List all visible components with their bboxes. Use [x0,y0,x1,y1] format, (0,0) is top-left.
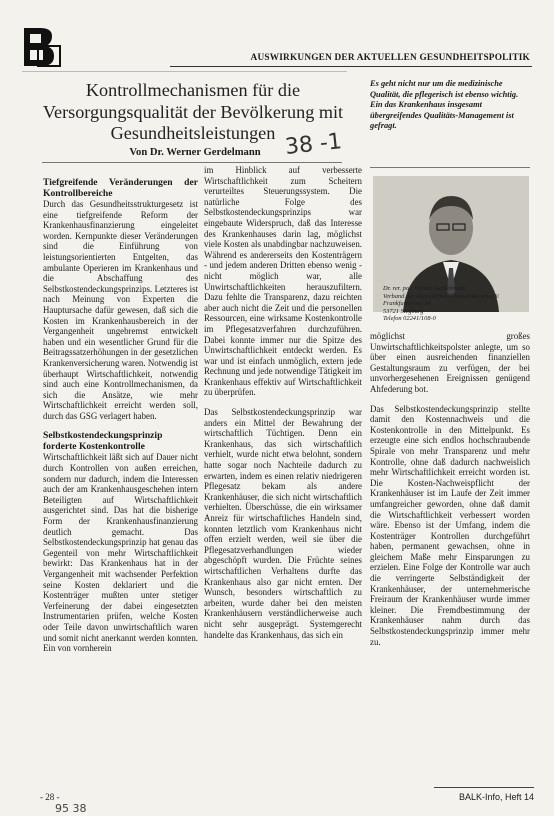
article-title: Kontrollmechanismen für die Versorgungsqualität der Bevölkerung mit Gesundheitsleistungen [42,80,344,143]
paragraph-gap [204,398,362,407]
caption-line: Verband der Angestellten-Krankenkassen e.V. [383,292,500,300]
paragraph-gap [370,395,530,404]
header-rule [170,66,532,67]
handwritten-footer-note: 95 38 [55,802,87,815]
page-number: - 28 - [40,792,60,802]
section-heading: AUSWIRKUNGEN DER AKTUELLEN GESUNDHEITSPOLITIK [250,53,530,63]
column-paragraph: im Hinblick auf verbesserte Wirtschaftlichkeit zum Scheitern verurteiltes Steuerungssystem. Die natürliche Folge des Selbstkostendeckungsprinzips war eingebaute Widerspruch, daß das Interesse des Krankenhauses darin lag, möglichst viele Kosten als unabdingbar nachzuweisen. Während es andererseits den Kostenträgern - und jedem anderen Dritten ebenso wenig - nicht möglich war, alle Unwirtschaftlichkeiten herauszufiltern. Dazu fehlte die Transparenz, dazu reichten aber auch nicht die Zeit und die personellen Ressourcen, eine wirksame Kostenkontrolle im Pflegesatzverfahren durchzuführen. Dabei konnte immer nur die Spitze des Unwirtschaftlichkeit entdeckt werden. Es war und ist einfach unmöglich, extern jede Rechnung und jede notwendige Tätigkeit im Krankenhaus effektiv auf Wirtschaftlichkeit zu überprüfen. [204,165,362,398]
photo-caption [383,285,523,323]
article-byline: Von Dr. Werner Gerdelmann [129,147,261,158]
issue-label: BALK-Info, Heft 14 [458,792,534,802]
balk-logo [20,26,62,68]
footer-rule [434,787,534,788]
handwritten-note: 38 -1 [283,129,344,160]
byline-rule [42,162,342,163]
pull-quote: Es geht nicht nur um die medizinische Qualität, die pflegerisch ist ebenso wichtig. Ein das Krankenhaus insgesamt übergreifendes Qualitäts-Management ist gefragt. [370,79,519,131]
column-subheading: Selbstkostendeckungsprinzip forderte Kostenkontrolle [43,430,163,453]
column-paragraph: Das Selbstkostendeckungsprinzip war anders ein Mittel der Bewahrung der wirtschaftlich Tüchtigen. Denn ein Krankenhaus, das sich wirtschaftlich verhielt, wurde nicht etwa belohnt, sondern hatte sogar noch Nachteile dadurch zu erwarten, indem es einen relativ niedrigeren Pflegesatz bekam als andere Krankenhäuser, die sich nicht wirtschaftlich verhielten. Überschüsse, die ein wirksamer Anreiz für wirtschaftliches Handeln sind, konnten letztlich vom Krankenhaus nicht offen erzielt werden, weil sie über die Pflegesatzverhandlungen wieder abgeschöpft wurden. Die Früchte seines wirtschaftlichen Verhaltens durfte das Krankenhaus also gar nicht ernten. Der Wunsch, besonders wirtschaftlich zu arbeiten, wurde daher bei den meisten Krankenhäusern verständlicherweise auch nicht sehr ausgeprägt. Systemgerecht handelte das Krankenhaus, das sich ein [204,407,362,640]
article-column-1 [43,177,198,654]
column-paragraph: Wirtschaftlichkeit läßt sich auf Dauer nicht durch Kontrollen von außen erreichen, sondern nur dadurch, indem die Interessen auch der am Krankenhausgeschehen intern Beteiligten auf Wirtschaftlichkeit ausgerichtet sind. Das hat die bisherige Form der Krankenhausfinanzierung deutlich gemacht. Das Selbstkostendeckungsprinzip hat genau das Gegenteil von mehr Wirtschaftlichkeit bewirkt: Das Krankenhaus hat in der Vergangenheit mit wachsender Perfektion seine Kosten deklariert und die Kostenträger mußten unter stetiger Verfeinerung der dabei eingesetzten Instrumentarien prüfen, welche Kosten oder Teile davon unwirtschaftlich waren und somit nicht anerkannt werden konnten. Ein von vornherein [43,452,198,654]
article-column-2 [204,165,362,640]
column-subheading: Tiefgreifende Veränderungen der Kontrollbereiche [43,177,198,199]
pull-quote-rule [370,167,530,168]
column-paragraph: Das Selbstkostendeckungsprinzip stellte damit den Kostennachweis und die Kostenkontrolle in den Mittelpunkt. Es erzeugte eine sich endlos hochschraubende Spirale von mehr Transparenz und mehr Kontrolle, ohne daß dadurch nachweislich mehr Wirtschaftlichkeit erreicht worden ist. Die Kosten-Nachweispflicht der Krankenhäuser ist im Laufe der Zeit immer umfangreicher geworden, ohne daß damit die Wirtschaftlichkeit verbessert worden wäre. Ebenso ist der Umfang, indem die Kostenträger Kontrollen durchgeführt haben, permanent gewachsen, ohne in gleichem Maße mehr Einsparungen zu erzielen. Eine Folge der Kontrolle war auch die verringerte Selbständigkeit der Krankenhäuser, der unternehmerische Freiraum der Krankenhäuser wurde immer kleiner. Die Fremdbestimmung der Krankenhäuser nahm durch das Selbstkostendeckungsprinzip immer mehr zu. [370,403,530,647]
column-paragraph: möglichst großes Unwirtschaftlichkeitspolster anlegte, um so über einen ausreichenden finanziellen Gestaltungsraum zu verfügen, der bei unvorhergesehenen Ereignissen genügend Ahfederung bot. [370,331,530,394]
caption-line: Frankfurter Str. 84 [383,300,432,308]
caption-line: Dr. rer. pol. Werner Gerdelmann [383,285,466,292]
title-rule [22,71,347,72]
paragraph-gap [43,421,198,430]
article-column-3 [370,331,530,647]
caption-line: 53721 Siegburg [383,307,424,315]
caption-line: Telefon 02241/108-0 [383,315,436,323]
column-paragraph: Durch das Gesundheitsstrukturgesetz ist eine tiefgreifende Reform der Krankenhausfinanzierung eingeleitet worden. Kernpunkte dieser Veränderungen sind die Einführung von leistungsorientierten Entgelten, das ambulante Operieren im Krankenhaus und die Abschaffung des Selbstkostendeckungsprinzips. Letzteres ist nach Meinung von Experten die Hauptursache dafür gewesen, daß sich die Kosten im Krankenhausbereich in der Vergangenheit ungebremst entwickelt haben und ein wesentlicher Grund für die Beitragssatzerhöhungen in der gesetzlichen Krankenversicherung waren. Notwendig ist überhaupt Wirtschaftlichkeit, notwendig sind auch eine Kontrollmechanismen, da sich die Ansätze, wie mehr Wirtschaftlichkeit erreicht werden soll, durch das GSG verlagert haben. [43,199,198,421]
